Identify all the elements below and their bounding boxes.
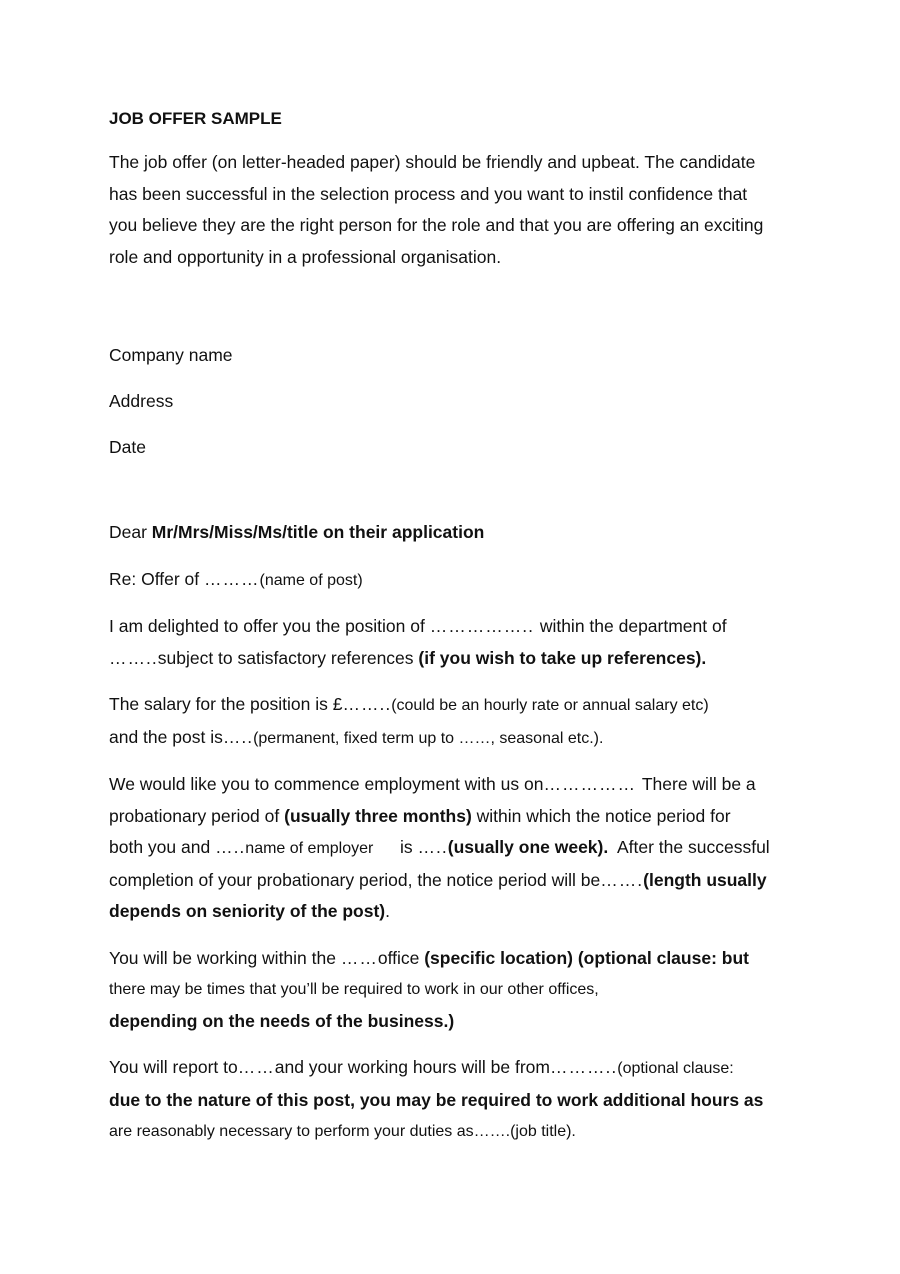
intro-paragraph: The job offer (on letter-headed paper) should be friendly and upbeat. The candidate has been successful in the selection process and you want to instil confidence that you believe they are the right person for the role and that you are offering an exciting role and opportunity in a professional organisation. xyxy=(109,152,764,267)
location-paragraph: You will be working within the ……office (specific location) (optional clause: but there may be times that you’ll be required to work in our other offices, depending on the needs of the business.) xyxy=(109,947,749,1031)
salary-paragraph: The salary for the position is £……..(could be an hourly rate or annual salary etc) and the post is…..(permanent, fixed term up to ……, seasonal etc.). xyxy=(109,694,709,747)
hours-paragraph: You will report to……and your working hours will be from………..(optional clause: due to the nature of this post, you may be required to work additional hours as are reasonably necessary to perform your duties as…….(job title). xyxy=(109,1057,764,1140)
address-block xyxy=(109,343,809,459)
document-body xyxy=(109,107,809,1148)
document-title: JOB OFFER SAMPLE xyxy=(109,109,282,128)
re-line: Re: Offer of ………(name of post) xyxy=(109,568,363,589)
salutation: Dear Mr/Mrs/Miss/Ms/title on their application xyxy=(109,522,485,542)
company-name: Company name xyxy=(109,345,233,365)
address-line: Address xyxy=(109,391,174,411)
position-paragraph: I am delighted to offer you the position of …………….. within the department of ……..subject to satisfactory references (if you wish to take up references). xyxy=(109,616,727,668)
date-line: Date xyxy=(109,437,146,457)
employment-paragraph: We would like you to commence employment with us on…………… There will be a probationary period of (usually three months) within which the notice period for both you and …..name of employer is …..(usually one week). After the successful completion of your probationary period, the notice period will be…….(length usually depends on seniority of the post). xyxy=(109,774,770,921)
